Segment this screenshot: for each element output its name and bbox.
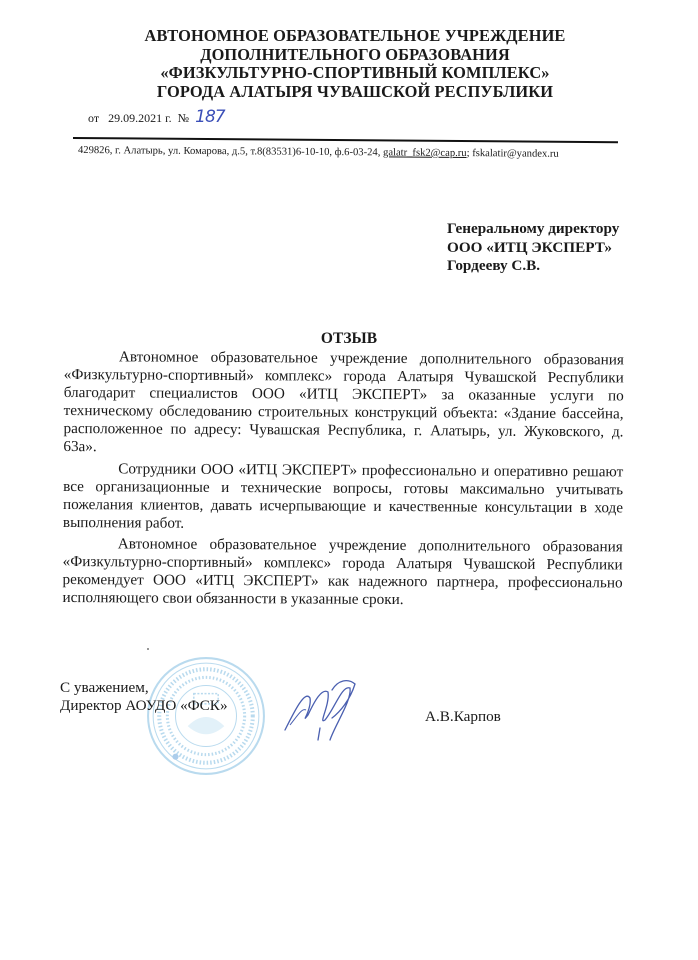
org-header-line: АВТОНОМНОЕ ОБРАЗОВАТЕЛЬНОЕ УЧРЕЖДЕНИЕ bbox=[144, 26, 566, 45]
organization-header bbox=[120, 27, 590, 101]
addressee-line: Генеральному директору bbox=[447, 220, 620, 237]
reference-number: 187 bbox=[195, 107, 225, 127]
addressee-line: Гордееву С.В. bbox=[447, 257, 541, 274]
addressee-line: ООО «ИТЦ ЭКСПЕРТ» bbox=[447, 238, 613, 256]
signer-name: А.В.Карпов bbox=[425, 708, 501, 725]
letter-body bbox=[62, 348, 624, 614]
speck-mark bbox=[147, 648, 149, 650]
document-title: ОТЗЫВ bbox=[320, 330, 378, 347]
reference-number-label: № bbox=[177, 111, 190, 125]
reference-date: 29.09.2021 г. bbox=[108, 111, 172, 125]
org-header-line: ГОРОДА АЛАТЫРЯ ЧУВАШСКОЙ РЕСПУБЛИКИ bbox=[156, 81, 554, 101]
reference-line bbox=[88, 107, 225, 127]
email-secondary: fskalatir@yandex.ru bbox=[472, 148, 559, 160]
signer-position: Директор АОУДО «ФСК» bbox=[60, 697, 228, 714]
address-separator: ; bbox=[466, 148, 473, 160]
body-paragraph: Сотрудники ООО «ИТЦ ЭКСПЕРТ» профессионально и оперативно решают все организационные и технические вопросы, готовы максимально учитывать пожелания клиентов, давать исчерпывающие и качественные консультации в ходе выполнения работ. bbox=[62, 459, 624, 532]
closing-regards: С уважением, bbox=[60, 679, 149, 696]
addressee-block bbox=[447, 220, 619, 276]
org-header-line: «ФИЗКУЛЬТУРНО-СПОРТИВНЫЙ КОМПЛЕКС» bbox=[160, 63, 550, 83]
body-paragraph: Автономное образовательное учреждение дополнительного образования «Физкультурно-спортивный» комплекс» города Алатыря Чувашской Республики благодарит специалистов ООО «ИТЦ ЭКСПЕРТ» за оказанные услуги по техническому обследованию строительных конструкций объекта: «Здание бассейна, расположенное по адресу: Чувашская Республика, г. Алатырь, ул. Жуковского, д. 63а». bbox=[63, 348, 624, 456]
email-link-primary[interactable]: galatr_fsk2@cap.ru bbox=[382, 147, 467, 160]
address-text: 429826, г. Алатырь, ул. Комарова, д.5, т.8(83531)6-10-10, ф.6-03-24, bbox=[77, 145, 384, 159]
signature-icon bbox=[280, 670, 370, 750]
org-header-line: ДОПОЛНИТЕЛЬНОГО ОБРАЗОВАНИЯ bbox=[200, 44, 510, 64]
closing-block bbox=[60, 679, 228, 715]
reference-prefix: от bbox=[88, 111, 100, 125]
body-paragraph: Автономное образовательное учреждение дополнительного образования «Физкультурно-спортивный» комплекс» города Алатыря Чувашской Республики рекомендует ООО «ИТЦ ЭКСПЕРТ» как надежного партнера, профессионально исполняющего свои обязанности в указанные сроки. bbox=[62, 535, 623, 609]
header-divider bbox=[73, 137, 618, 143]
round-stamp-icon bbox=[145, 655, 267, 777]
address-line bbox=[78, 145, 559, 160]
